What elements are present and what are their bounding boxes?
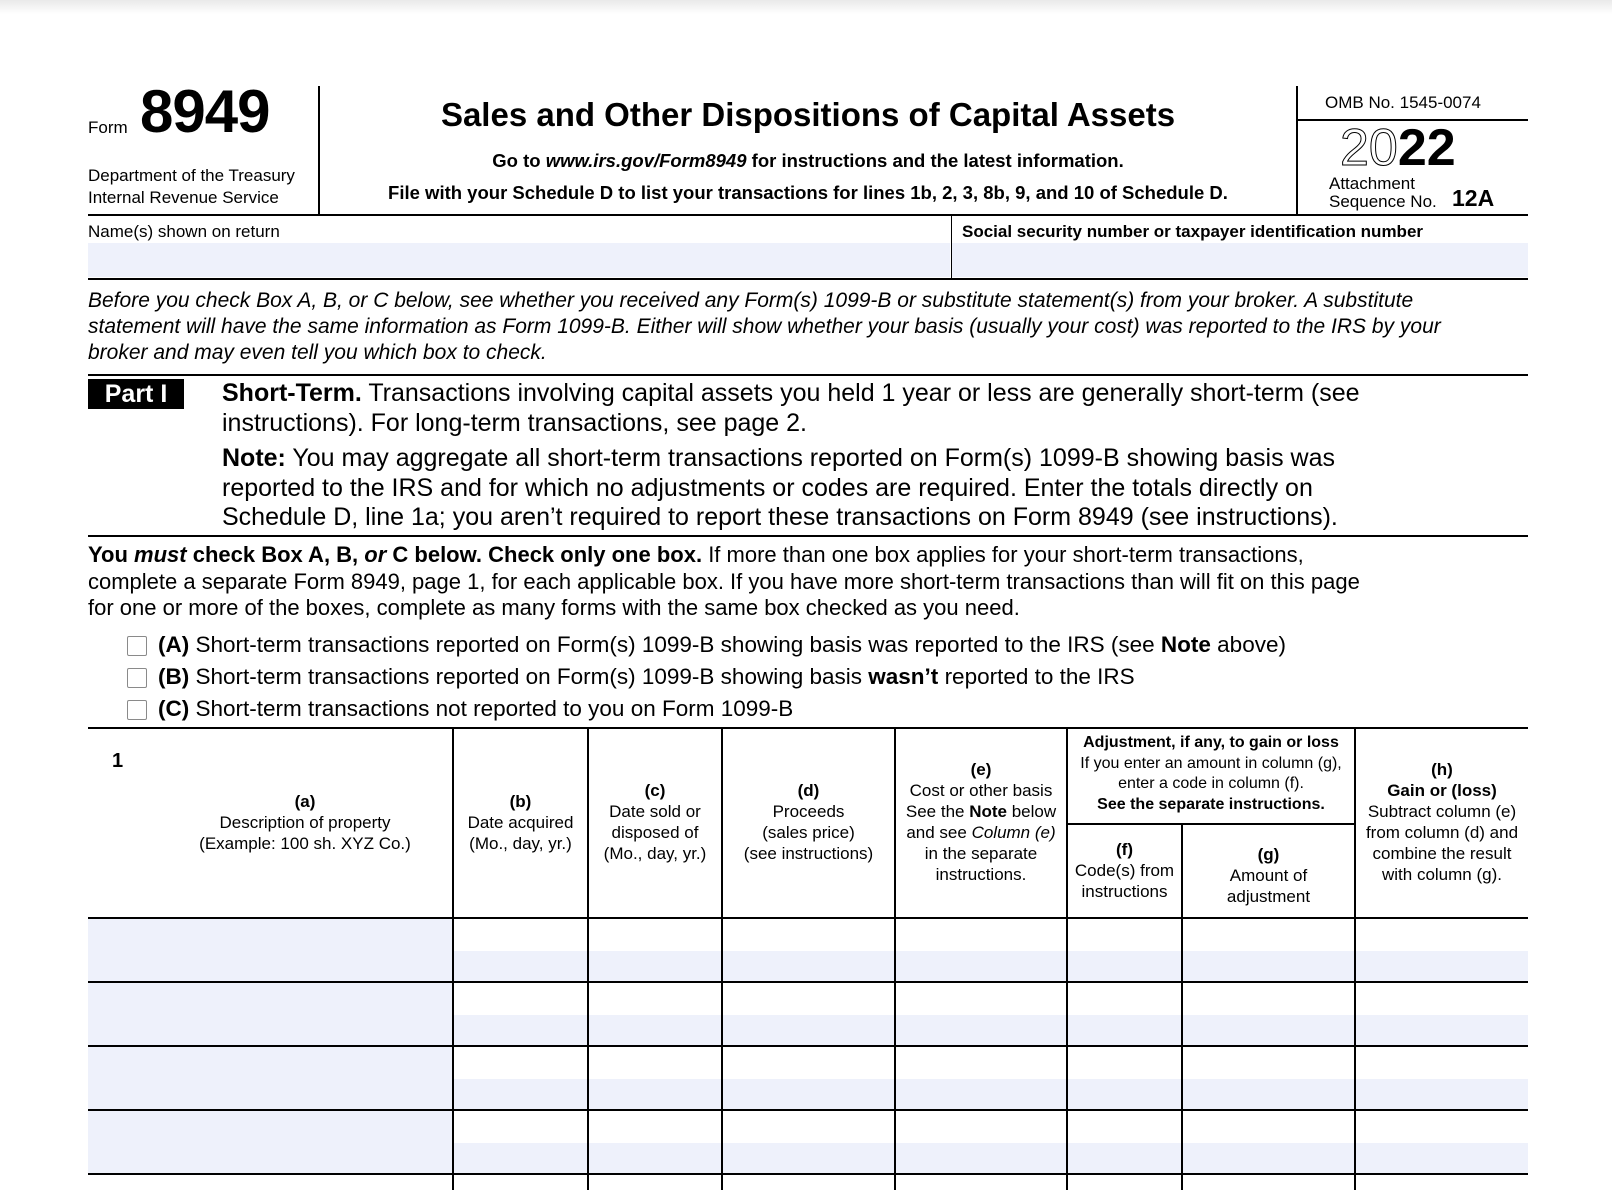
omb-number: OMB No. 1545-0074: [1325, 93, 1481, 112]
col-a-header: (a) Description of property (Example: 100 sh. XYZ Co.): [199, 792, 411, 853]
col-h-header: (h) Gain or (loss) Subtract column (e) from column (d) and combine the result with column (g).: [1365, 760, 1519, 884]
goto-instructions: Go to www.irs.gov/Form8949 for instructions and the latest information.: [492, 150, 1124, 171]
col-d-header: (d) Proceeds (sales price) (see instructions): [743, 781, 874, 863]
file-with-schedule-d: File with your Schedule D to list your transactions for lines 1b, 2, 3, 8b, 9, and 10 of Schedule D.: [388, 182, 1228, 203]
irs-url-link[interactable]: www.irs.gov/Form8949: [545, 150, 747, 171]
col-e-header: (e) Cost or other basis See the Note below and see Column (e) in the separate instructions.: [905, 760, 1057, 884]
row1-col-h-field[interactable]: [1356, 951, 1528, 981]
row1-col-b-field[interactable]: [454, 951, 587, 981]
row3-col-d-field[interactable]: [723, 1079, 894, 1109]
row4-col-h-field[interactable]: [1356, 1143, 1528, 1173]
row1-col-f-field[interactable]: [1068, 951, 1181, 981]
part-i-tag: Part I: [88, 379, 184, 409]
form-number: 8949: [140, 78, 270, 145]
form-label: Form: [88, 118, 128, 137]
part-i-note: Note: You may aggregate all short-term transactions reported on Form(s) 1099-B showing basis was reported to the IRS and for which no adjustments or codes are required. Enter the totals directly on Schedule D, line 1a; you aren’t required to report these transactions on Form 8949 (see instructions).: [222, 444, 1338, 531]
ssn-field[interactable]: [952, 243, 1528, 277]
row4-col-d-field[interactable]: [723, 1143, 894, 1173]
row3-col-c-field[interactable]: [589, 1079, 721, 1109]
intro-line-2: statement will have the same information as Form 1099-B. Either will show whether your basis (usually your cost) was reported to the IRS by your: [88, 315, 1441, 338]
row2-col-d-field[interactable]: [723, 1015, 894, 1045]
checkbox-a-label: (A) Short-term transactions reported on Form(s) 1099-B showing basis was reported to the IRS (see Note above): [158, 632, 1286, 657]
intro-line-1: Before you check Box A, B, or C below, see whether you received any Form(s) 1099-B or substitute statement(s) from your broker. A substitute: [88, 289, 1414, 312]
adjustment-header: Adjustment, if any, to gain or loss If you enter an amount in column (g), enter a code in column (f). See the separate instructions.: [1080, 734, 1342, 813]
col-b-header: (b) Date acquired (Mo., day, yr.): [467, 792, 574, 853]
row2-col-c-field[interactable]: [589, 1015, 721, 1045]
row1-col-c-field[interactable]: [589, 951, 721, 981]
row3-col-a-field[interactable]: [88, 1047, 452, 1109]
row4-col-b-field[interactable]: [454, 1143, 587, 1173]
attachment-label: Attachment: [1329, 174, 1415, 193]
checkbox-a[interactable]: [127, 636, 147, 656]
row3-col-e-field[interactable]: [896, 1079, 1066, 1109]
row3-col-b-field[interactable]: [454, 1079, 587, 1109]
header-bottom-rule: [88, 214, 1528, 216]
ssn-label: Social security number or taxpayer identification number: [962, 222, 1424, 241]
row2-col-a-field[interactable]: [88, 983, 452, 1045]
table-top-rule: [88, 727, 1528, 729]
row1-col-d-field[interactable]: [723, 951, 894, 981]
must-check-instructions: You must check Box A, B, or C below. Check only one box. If more than one box applies for your short-term transactions, complete a separate Form 8949, page 1, for each applicable box. If you have more short-term transactions than will fit on this page for one or more of the boxes, complete as many forms with the same box checked as you need.: [88, 542, 1360, 620]
row2-col-e-field[interactable]: [896, 1015, 1066, 1045]
identity-bottom-rule: [88, 278, 1528, 280]
checkbox-b[interactable]: [127, 668, 147, 688]
name-field[interactable]: [88, 243, 950, 277]
checkbox-c[interactable]: [127, 700, 147, 720]
intro-line-3: broker and may even tell you which box to check.: [88, 341, 547, 364]
row1-col-e-field[interactable]: [896, 951, 1066, 981]
dept-line-2: Internal Revenue Service: [88, 188, 279, 207]
row4-col-g-field[interactable]: [1183, 1143, 1354, 1173]
line-number-1: 1: [112, 750, 124, 772]
row2-col-b-field[interactable]: [454, 1015, 587, 1045]
header-divider-left: [318, 86, 320, 216]
row4-col-a-field[interactable]: [88, 1111, 452, 1173]
row-divider: [88, 1173, 1528, 1175]
col-g-header: (g) Amount of adjustment: [1226, 845, 1311, 906]
row4-col-f-field[interactable]: [1068, 1143, 1181, 1173]
row4-col-e-field[interactable]: [896, 1143, 1066, 1173]
sequence-number: 12A: [1452, 185, 1495, 211]
row3-col-f-field[interactable]: [1068, 1079, 1181, 1109]
adjustment-subrule: [1066, 823, 1354, 825]
intro-paragraph: [88, 288, 1441, 366]
row2-col-h-field[interactable]: [1356, 1015, 1528, 1045]
col-c-header: (c) Date sold or disposed of (Mo., day, yr.): [603, 781, 707, 863]
checkbox-c-label: (C) Short-term transactions not reported to you on Form 1099-B: [158, 696, 794, 721]
row4-col-c-field[interactable]: [589, 1143, 721, 1173]
row2-col-g-field[interactable]: [1183, 1015, 1354, 1045]
intro-bottom-rule: [88, 374, 1528, 376]
part-i-bottom-rule: [88, 535, 1528, 537]
row1-col-g-field[interactable]: [1183, 951, 1354, 981]
checkbox-b-label: (B) Short-term transactions reported on Form(s) 1099-B showing basis wasn’t reported to the IRS: [158, 664, 1135, 689]
name-label: Name(s) shown on return: [88, 222, 280, 241]
row1-col-a-field[interactable]: [88, 919, 452, 981]
page-top-shadow: [0, 0, 1612, 14]
part-i-heading: Short-Term. Transactions involving capital assets you held 1 year or less are generally short-term (see instructions). For long-term transactions, see page 2.: [222, 379, 1360, 437]
row3-col-g-field[interactable]: [1183, 1079, 1354, 1109]
row3-col-h-field[interactable]: [1356, 1079, 1528, 1109]
row2-col-f-field[interactable]: [1068, 1015, 1181, 1045]
tax-year: 2022: [1340, 119, 1456, 177]
header-divider-right: [1296, 86, 1298, 216]
col-f-header: (f) Code(s) from instructions: [1074, 840, 1175, 901]
dept-line-1: Department of the Treasury: [88, 166, 295, 185]
form-title: Sales and Other Dispositions of Capital Assets: [440, 96, 1176, 133]
sequence-label: Sequence No.: [1329, 192, 1437, 211]
